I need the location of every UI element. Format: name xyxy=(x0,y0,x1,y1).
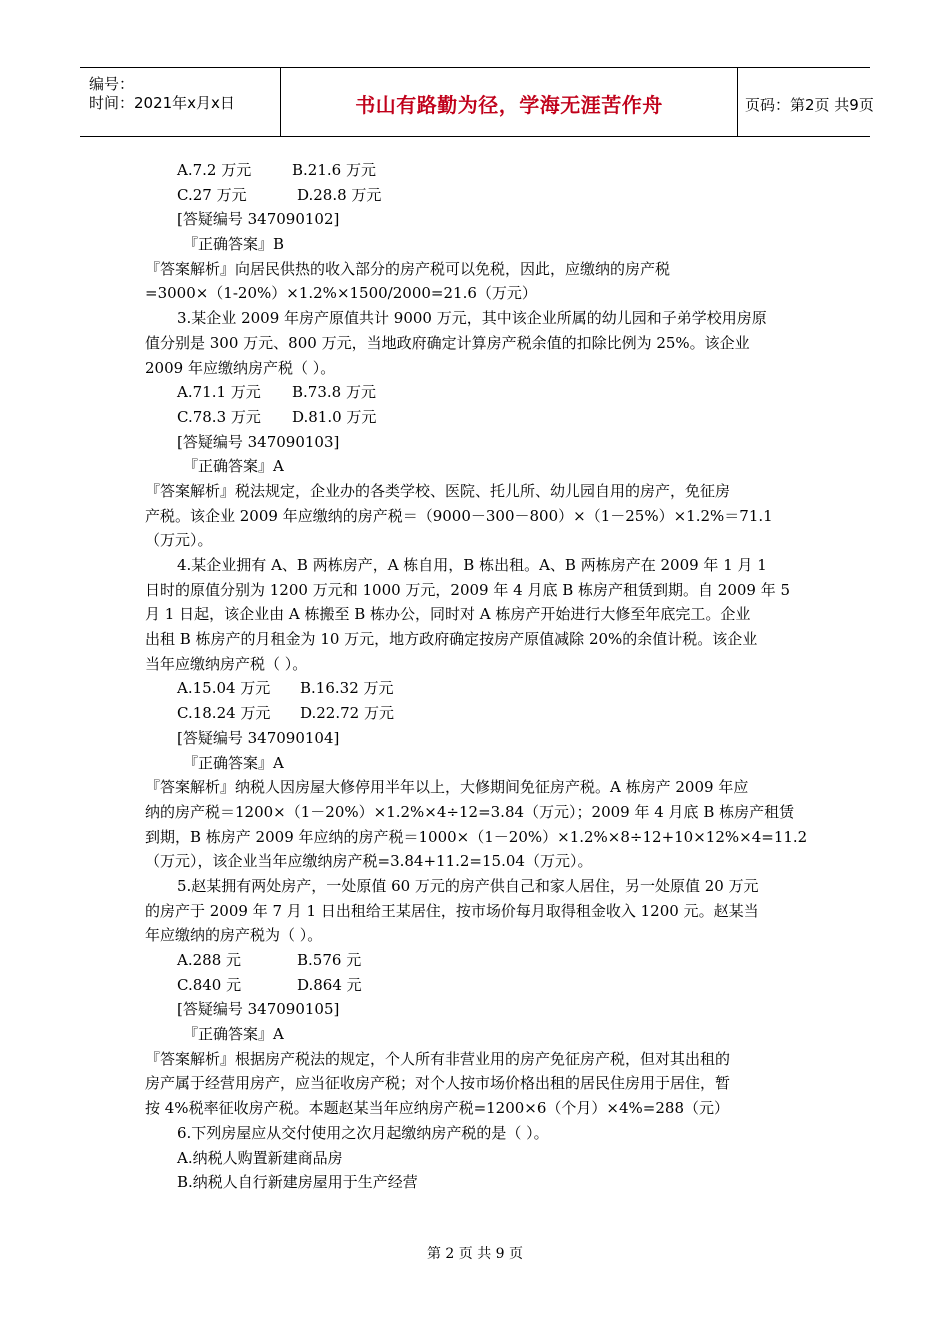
text-line: 房产属于经营用房产，应当征收房产税；对个人按市场价格出租的居民住房用于居住，暂 xyxy=(145,1074,731,1093)
document-header xyxy=(80,67,874,137)
text-line: [答疑编号 347090103] xyxy=(177,432,340,451)
option-line xyxy=(145,973,810,998)
text-line: 『正确答案』B xyxy=(183,235,285,254)
text-line: 纳的房产税＝1200×（1－20%）×1.2%×4÷12=3.84（万元）；2009 年 4 月底 B 栋房产租赁 xyxy=(145,802,795,821)
option-b: B.73.8 万元 xyxy=(292,383,376,402)
option-b: B.576 元 xyxy=(297,951,362,969)
text-line: 『正确答案』A xyxy=(183,1025,284,1044)
option-a: A.7.2 万元 xyxy=(177,161,252,179)
option-b: B.21.6 万元 xyxy=(292,161,376,179)
option-line xyxy=(145,701,810,726)
option-b: D.22.72 万元 xyxy=(300,704,394,723)
header-page-label: 页码：第2页 共9页 xyxy=(745,96,874,114)
text-line: =3000×（1-20%）×1.2%×1500/2000=21.6（万元） xyxy=(145,284,537,303)
text-line: 月 1 日起，该企业由 A 栋搬至 B 栋办公，同时对 A 栋房产开始进行大修至年底完工。企业 xyxy=(145,605,751,624)
option-a: A.15.04 万元 xyxy=(177,679,271,698)
option-a: C.18.24 万元 xyxy=(177,704,271,723)
text-line: 『正确答案』A xyxy=(183,753,284,772)
option-line xyxy=(145,158,810,183)
option-line xyxy=(145,948,810,973)
text-line: [答疑编号 347090105] xyxy=(177,1000,340,1019)
text-line: [答疑编号 347090104] xyxy=(177,728,340,747)
header-motto: 书山有路勤为径，学海无涯苦作舟 xyxy=(355,93,663,117)
text-line: 值分别是 300 万元、800 万元，当地政府确定计算房产税余值的扣除比例为 25%。该企业 xyxy=(145,333,750,352)
text-line: 按 4%税率征收房产税。本题赵某当年应纳房产税=1200×6（个月）×4%=288（元） xyxy=(145,1099,729,1118)
text-line: 3.某企业 2009 年房产原值共计 9000 万元，其中该企业所属的幼儿园和子弟学校用房原 xyxy=(177,309,767,328)
text-line: 当年应缴纳房产税（ ）。 xyxy=(145,654,308,673)
text-line: 年应缴纳的房产税为（ ）。 xyxy=(145,926,323,945)
text-line: 6.下列房屋应从交付使用之次月起缴纳房产税的是（ ）。 xyxy=(177,1123,549,1142)
page-footer: 第 2 页 共 9 页 xyxy=(426,1246,524,1262)
text-line: 『答案解析』纳税人因房屋大修停用半年以上，大修期间免征房产税。A 栋房产 2009 年应 xyxy=(145,778,749,797)
header-info-cell xyxy=(80,68,280,136)
text-line: A.纳税人购置新建商品房 xyxy=(177,1148,343,1167)
text-line: B.纳税人自行新建房屋用于生产经营 xyxy=(177,1173,418,1192)
text-line: （万元）。 xyxy=(145,531,213,550)
text-line: 产税。该企业 2009 年应缴纳的房产税＝（9000－300－800）×（1－25%）×1.2%＝71.1 xyxy=(145,506,773,525)
option-a: A.288 元 xyxy=(177,951,241,969)
document-body xyxy=(145,158,810,1195)
text-line: 5.赵某拥有两处房产，一处原值 60 万元的房产供自己和家人居住，另一处原值 20 万元 xyxy=(177,876,759,895)
text-line: （万元），该企业当年应缴纳房产税=3.84+11.2=15.04（万元）。 xyxy=(145,852,593,871)
option-b: D.864 元 xyxy=(297,975,362,994)
text-line: [答疑编号 347090102] xyxy=(177,210,340,229)
option-a: C.78.3 万元 xyxy=(177,407,261,426)
header-page-cell xyxy=(737,68,874,136)
option-a: C.27 万元 xyxy=(177,185,247,204)
text-line: 的房产于 2009 年 7 月 1 日出租给王某居住，按市场价每月取得租金收入 1200 元。赵某当 xyxy=(145,901,759,920)
header-motto-cell xyxy=(280,68,738,136)
text-line: 『正确答案』A xyxy=(183,457,284,476)
serial-label: 编号： xyxy=(89,75,135,93)
text-line: 到期，B 栋房产 2009 年应纳的房产税＝1000×（1－20%）×1.2%×8÷12+10×12%×4=11.2 xyxy=(145,827,808,846)
option-line xyxy=(145,183,810,208)
option-b: D.81.0 万元 xyxy=(292,407,377,426)
text-line: 日时的原值分别为 1200 万元和 1000 万元，2009 年 4 月底 B 栋房产租赁到期。自 2009 年 5 xyxy=(145,580,791,599)
option-b: B.16.32 万元 xyxy=(300,679,394,698)
text-line: 出租 B 栋房产的月租金为 10 万元，地方政府确定按房产原值减除 20%的余值计税。该企业 xyxy=(145,630,758,649)
text-line: 2009 年应缴纳房产税（ ）。 xyxy=(145,358,336,377)
option-line xyxy=(145,676,810,701)
option-line xyxy=(145,380,810,405)
option-a: A.71.1 万元 xyxy=(177,383,261,402)
text-line: 『答案解析』根据房产税法的规定，个人所有非营业用的房产免征房产税，但对其出租的 xyxy=(145,1049,731,1068)
text-line: 4.某企业拥有 A、B 两栋房产，A 栋自用，B 栋出租。A、B 两栋房产在 2009 年 1 月 1 xyxy=(177,556,767,574)
text-line: 『答案解析』向居民供热的收入部分的房产税可以免税，因此，应缴纳的房产税 xyxy=(145,259,671,278)
time-label: 时间：2021年x月x日 xyxy=(89,94,235,112)
option-a: C.840 元 xyxy=(177,975,242,994)
option-line xyxy=(145,405,810,430)
text-line: 『答案解析』税法规定，企业办的各类学校、医院、托儿所、幼儿园自用的房产，免征房 xyxy=(145,481,731,500)
option-b: D.28.8 万元 xyxy=(297,185,382,204)
